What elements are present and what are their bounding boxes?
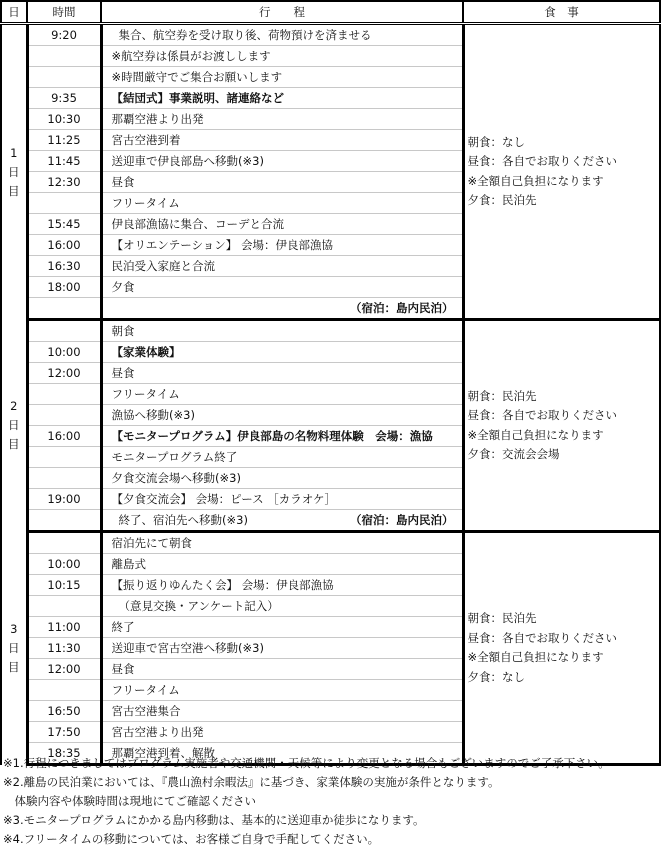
itinerary-text: 【結団式】事業説明、諸連絡など: [111, 91, 284, 105]
itinerary-text: 那覇空港到着、解散: [111, 746, 215, 760]
itinerary-text: フリータイム: [111, 387, 180, 401]
schedule-row: [1, 320, 660, 342]
day-label-char: 1: [10, 145, 18, 160]
itinerary-text: 夕食: [111, 280, 135, 294]
meal-line: 夕食：民泊先: [467, 193, 537, 207]
time-cell: 10:00: [27, 554, 101, 575]
header-time: 時間: [27, 1, 101, 24]
itinerary-text: ※航空券は係員がお渡しします: [111, 49, 271, 63]
meal-line: ※全額自己負担になります: [467, 427, 604, 442]
itinerary-cell: [101, 489, 463, 510]
itinerary-cell: [101, 363, 463, 384]
itinerary-cell: [101, 384, 463, 405]
itinerary-text: 昼食: [111, 175, 135, 189]
header-day: 日: [1, 1, 27, 24]
itinerary-cell: [101, 659, 463, 680]
schedule-row: [1, 532, 660, 554]
time-cell: [27, 532, 101, 554]
itinerary-cell: [101, 554, 463, 575]
itinerary-cell: [101, 46, 463, 67]
itinerary-text: 昼食: [111, 366, 135, 380]
itinerary-text: 終了: [111, 620, 135, 634]
time-cell: [27, 384, 101, 405]
time-cell: 17:50: [27, 722, 101, 743]
itinerary-text: モニタープログラム終了: [111, 450, 238, 464]
meal-line: 朝食：民泊先: [467, 388, 537, 403]
schedule-row: [1, 24, 660, 46]
meal-line: 夕食：交流会会場: [467, 447, 560, 461]
time-cell: 11:45: [27, 151, 101, 172]
day-label: [1, 24, 27, 320]
time-cell: 16:00: [27, 426, 101, 447]
time-cell: [27, 405, 101, 426]
itinerary-text: 宮古空港集合: [111, 704, 181, 718]
meal-line: ※全額自己負担になります: [467, 173, 604, 188]
time-cell: 11:00: [27, 617, 101, 638]
itinerary-text: 夕食交流会場へ移動(※3): [111, 471, 241, 485]
header-itinerary: 行 程: [101, 1, 463, 24]
time-cell: [27, 193, 101, 214]
itinerary-text: （意見交換・アンケート記入）: [118, 599, 279, 613]
day-label-char: 日: [8, 640, 20, 655]
itinerary-cell: [101, 24, 463, 46]
time-cell: [27, 46, 101, 67]
time-cell: 10:15: [27, 575, 101, 596]
time-cell: 12:00: [27, 659, 101, 680]
itinerary-text: 漁協へ移動(※3): [111, 408, 195, 422]
header-meal: 食 事: [463, 1, 660, 24]
itinerary-text: 送迎車で伊良部島へ移動(※3): [111, 154, 264, 168]
itinerary-cell: [101, 235, 463, 256]
itinerary-cell: [101, 532, 463, 554]
day-label-char: 目: [8, 659, 20, 674]
itinerary-cell: [101, 193, 463, 214]
time-cell: [27, 298, 101, 320]
itinerary-cell: [101, 680, 463, 701]
day-label-char: 日: [8, 418, 20, 432]
time-cell: 18:35: [27, 743, 101, 765]
itinerary-text: ※時間厳守でご集合お願いします: [111, 70, 283, 84]
itinerary-cell: [101, 701, 463, 722]
itinerary-text: フリータイム: [111, 683, 180, 697]
meal-line: 朝食：民泊先: [467, 611, 537, 625]
itinerary-text: 伊良部漁協に集合、コーデと合流: [111, 217, 284, 231]
itinerary-text: 【振り返りゆんたく会】 会場：伊良部漁協: [111, 578, 334, 592]
time-cell: 15:45: [27, 214, 101, 235]
day-label-char: 目: [8, 437, 20, 451]
itinerary-cell: [101, 67, 463, 88]
itinerary-text: 昼食: [111, 662, 135, 676]
lodging-note: （宿泊：島内民泊）: [350, 513, 454, 527]
itinerary-cell: [101, 596, 463, 617]
time-cell: 12:30: [27, 172, 101, 193]
itinerary-text: 那覇空港より出発: [111, 112, 204, 126]
day-label-char: 2: [10, 399, 18, 413]
time-cell: 11:25: [27, 130, 101, 151]
itinerary-cell: [101, 88, 463, 109]
itinerary-text: フリータイム: [111, 196, 180, 210]
itinerary-cell: [101, 151, 463, 172]
day-label-char: 日: [8, 164, 20, 179]
itinerary-text: 集合、航空券を受け取り後、荷物預けを済ませる: [118, 28, 372, 42]
itinerary-cell: [101, 617, 463, 638]
itinerary-text: 【夕食交流会】 会場：ピース ［カラオケ］: [111, 492, 337, 506]
time-cell: [27, 596, 101, 617]
itinerary-cell: [101, 298, 463, 320]
itinerary-cell: [101, 172, 463, 193]
time-cell: [27, 468, 101, 489]
itinerary-text: 終了、宿泊先へ移動(※3): [118, 513, 248, 527]
itinerary-cell: [101, 277, 463, 298]
meal-cell: [463, 320, 660, 532]
itinerary-cell: [101, 575, 463, 596]
time-cell: 10:30: [27, 109, 101, 130]
itinerary-cell: [101, 109, 463, 130]
time-cell: 16:50: [27, 701, 101, 722]
itinerary-text: 朝食: [111, 324, 135, 338]
time-cell: [27, 447, 101, 468]
time-cell: [27, 510, 101, 532]
time-cell: 11:30: [27, 638, 101, 659]
time-cell: [27, 67, 101, 88]
footnotes: [3, 754, 610, 849]
lodging-note: （宿泊：島内民泊）: [350, 301, 454, 315]
itinerary-cell: [101, 426, 463, 447]
footnote: ※3.モニタープログラムにかかる島内移動は、基本的に送迎車か徒歩になります。: [3, 813, 425, 827]
time-cell: 10:00: [27, 342, 101, 363]
time-cell: 19:00: [27, 489, 101, 510]
itinerary-cell: [101, 468, 463, 489]
meal-cell: [463, 532, 660, 765]
meal-line: ※全額自己負担になります: [467, 650, 604, 664]
footnote: ※2.離島の民泊業においては、『農山漁村余暇法』に基づき、家業体験の実施が条件となります。: [3, 775, 500, 789]
footnote: ※4.フリータイムの移動については、お客様ご自身で手配してください。: [3, 832, 380, 846]
footnote: ※1.行程につきましてはプログラム実施者や交通機関・天候等により変更となる場合もございますのでご了承下さい。: [3, 756, 610, 770]
itinerary-text: 【家業体験】: [111, 345, 181, 359]
meal-line: 朝食：なし: [467, 134, 525, 149]
itinerary-text: 【モニタープログラム】伊良部島の名物料理体験 会場：漁協: [111, 429, 433, 443]
day-label: [1, 532, 27, 765]
itinerary-text: 離島式: [111, 557, 146, 571]
time-cell: 16:30: [27, 256, 101, 277]
itinerary-cell: [101, 447, 463, 468]
itinerary-text: 宮古空港より出発: [111, 725, 204, 739]
itinerary-text: 宿泊先にて朝食: [111, 536, 192, 550]
itinerary-cell: [101, 256, 463, 277]
itinerary-cell: [101, 638, 463, 659]
meal-line: 昼食：各自でお取りください: [467, 154, 617, 168]
footnote: 体験内容や体験時間は現地にてご確認ください: [3, 794, 256, 808]
meal-line: 昼食：各自でお取りください: [467, 630, 617, 645]
time-cell: [27, 680, 101, 701]
itinerary-text: 宮古空港到着: [111, 133, 181, 147]
time-cell: 9:35: [27, 88, 101, 109]
itinerary-cell: [101, 214, 463, 235]
itinerary-text: 民泊受入家庭と合流: [111, 259, 215, 273]
time-cell: [27, 320, 101, 342]
time-cell: 12:00: [27, 363, 101, 384]
day-label: [1, 320, 27, 532]
itinerary-text: 【オリエンテーション】 会場：伊良部漁協: [111, 238, 333, 252]
itinerary-cell: [101, 342, 463, 363]
itinerary-cell: [101, 510, 463, 532]
itinerary-text: 送迎車で宮古空港へ移動(※3): [111, 641, 264, 655]
itinerary-cell: [101, 320, 463, 342]
day-label-char: 目: [8, 183, 20, 198]
time-cell: 16:00: [27, 235, 101, 256]
header-row: [1, 1, 660, 24]
time-cell: 18:00: [27, 277, 101, 298]
itinerary-cell: [101, 130, 463, 151]
itinerary-cell: [101, 722, 463, 743]
time-cell: 9:20: [27, 24, 101, 46]
meal-cell: [463, 24, 660, 320]
itinerary-cell: [101, 405, 463, 426]
meal-line: 夕食：なし: [467, 669, 525, 684]
meal-line: 昼食：各自でお取りください: [467, 408, 617, 422]
day-label-char: 3: [10, 621, 18, 636]
